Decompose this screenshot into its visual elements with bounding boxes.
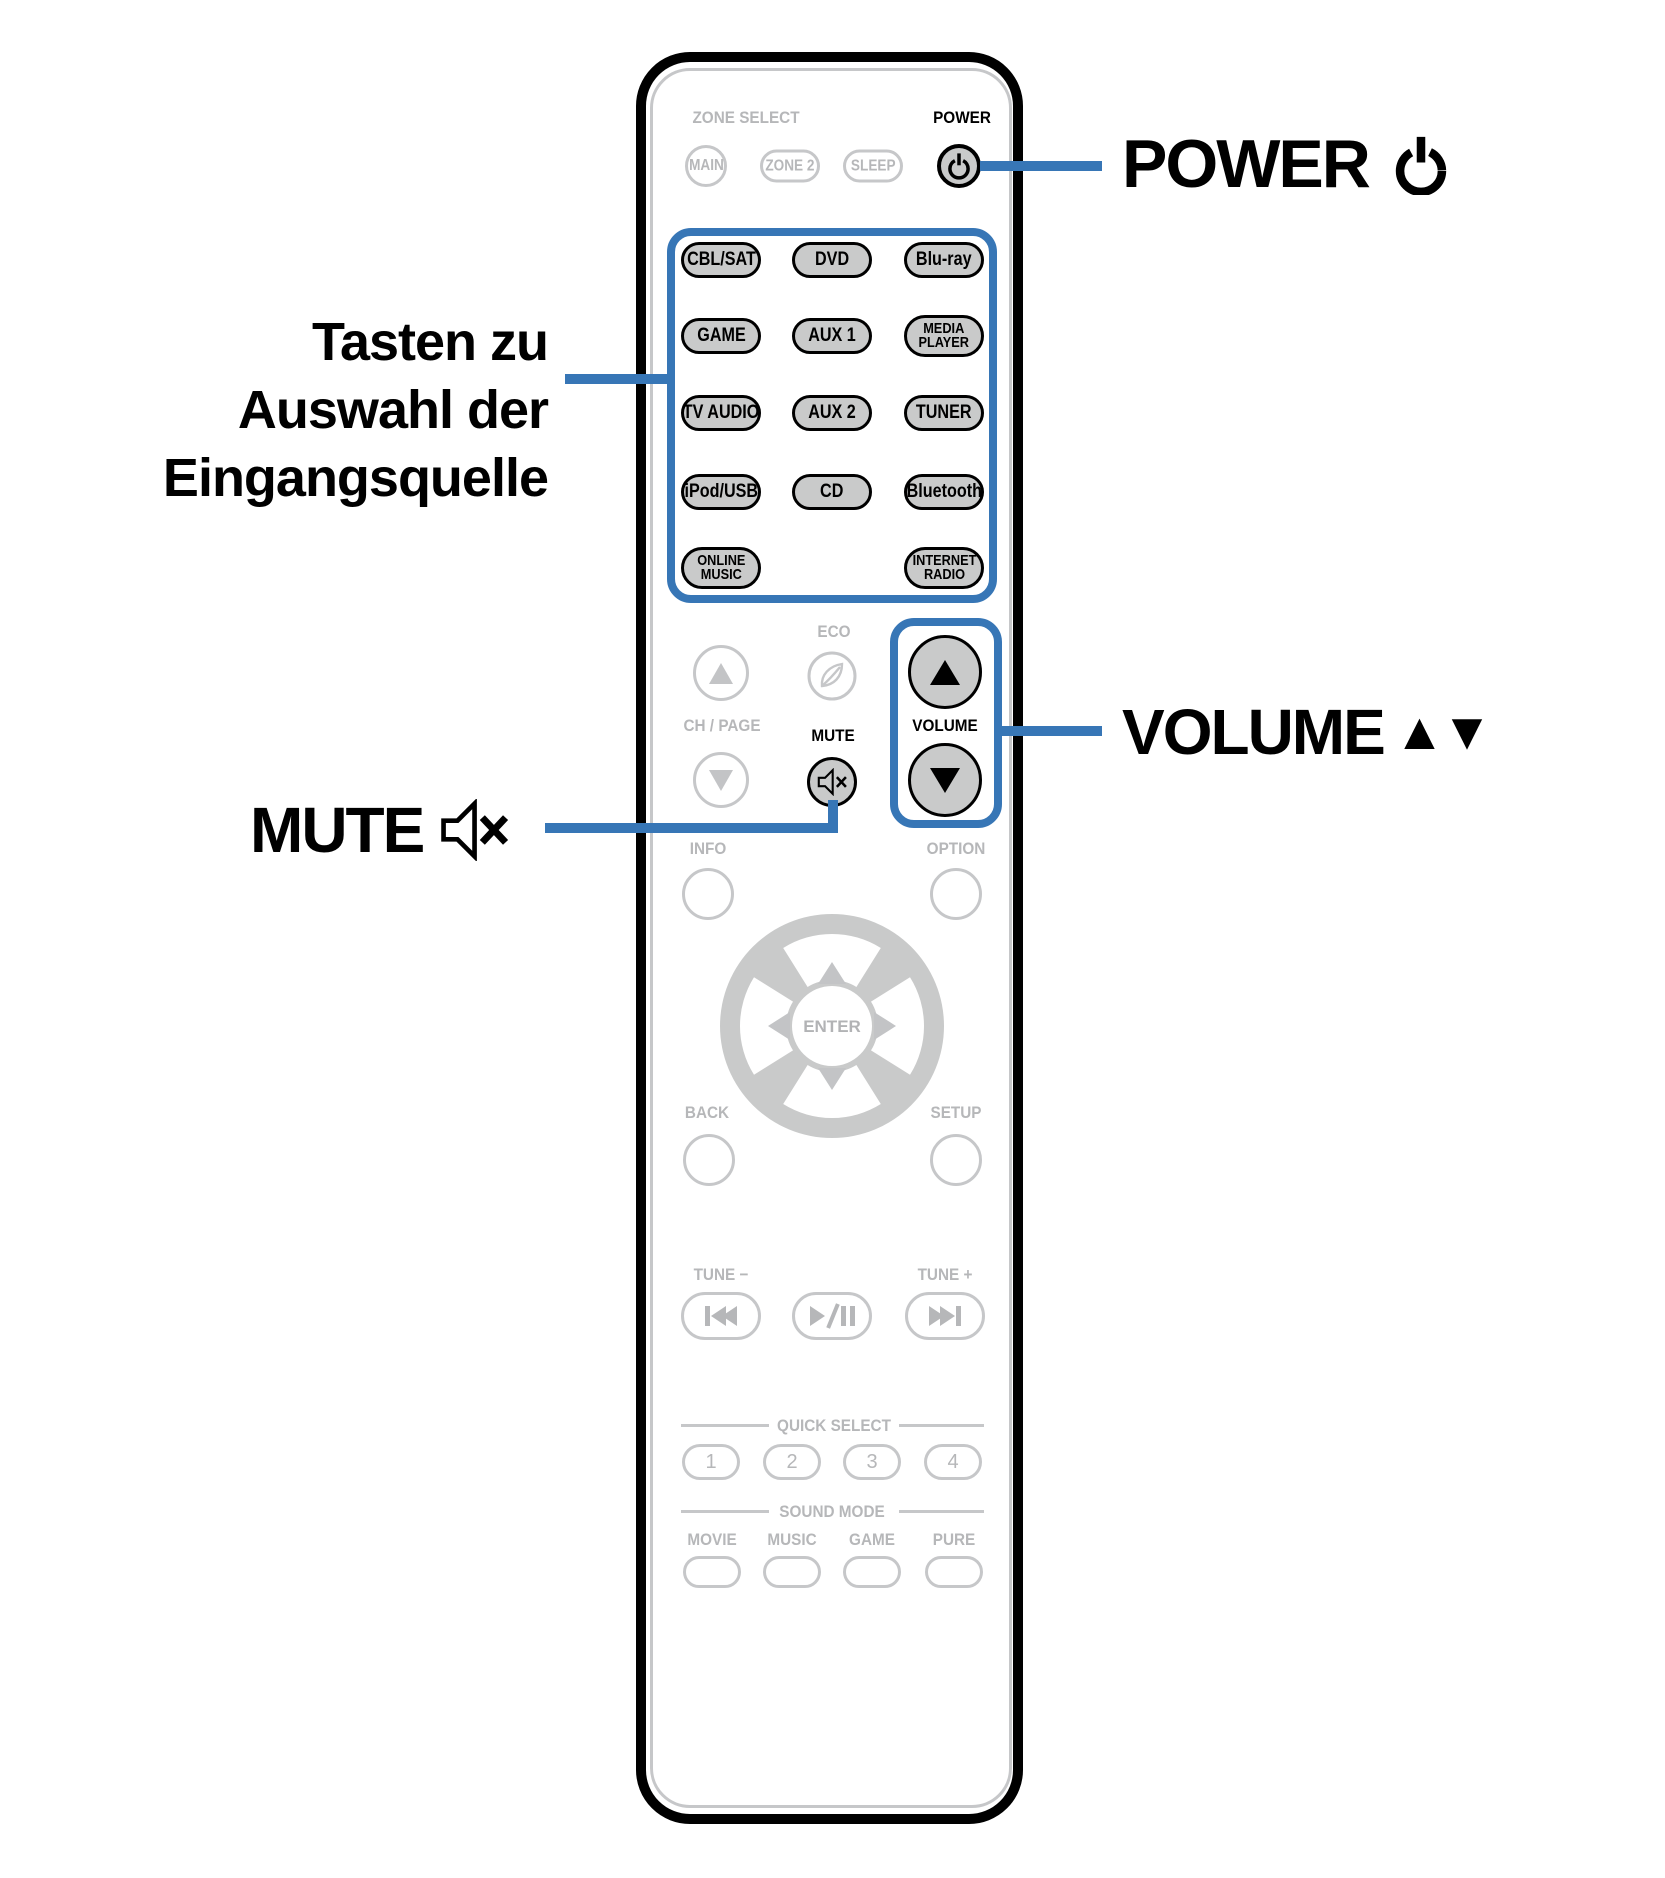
quick-select-rule-left (681, 1424, 769, 1427)
input-internet-radio-label: INTERNET RADIO (912, 552, 976, 583)
mute-callout-line-horizontal (545, 823, 838, 833)
volume-callout-label: VOLUME (1122, 696, 1384, 768)
input-aux2-label: AUX 2 (808, 402, 856, 423)
setup-button[interactable] (930, 1134, 982, 1186)
input-online-music-label: ONLINE MUSIC (696, 552, 746, 583)
eco-label: ECO (817, 622, 851, 641)
volume-down-button[interactable] (908, 743, 982, 817)
quick-select-label: QUICK SELECT (777, 1416, 891, 1435)
input-media-player-label: MEDIA PLAYER (918, 320, 970, 351)
volume-button-label: VOLUME (912, 716, 978, 735)
pure-label: PURE (932, 1530, 976, 1549)
power-callout-icon (1393, 133, 1449, 195)
input-selection-callout-line (565, 374, 669, 384)
input-tuner-label: TUNER (916, 402, 972, 423)
quick-select-3-button[interactable] (843, 1444, 901, 1480)
power-callout-label: POWER (1122, 126, 1369, 202)
zone2-button-label: ZONE 2 (765, 157, 815, 174)
setup-label: SETUP (930, 1103, 982, 1122)
input-ipod-usb-button[interactable] (681, 474, 761, 510)
input-cd-label: CD (820, 481, 844, 502)
game-label: GAME (849, 1530, 895, 1549)
quick-select-1-label: 1 (705, 1450, 717, 1473)
input-dvd-label: DVD (814, 249, 850, 270)
mute-callout (250, 790, 509, 870)
play-pause-icon (810, 1303, 855, 1329)
quick-select-4-button[interactable] (924, 1444, 982, 1480)
volume-down-triangle-icon (930, 768, 960, 793)
volume-callout-up-icon: ▲ (1393, 703, 1442, 761)
music-button[interactable] (763, 1556, 821, 1588)
eco-button[interactable] (807, 651, 857, 701)
input-online-music-button[interactable] (681, 547, 761, 589)
zone2-button[interactable] (760, 150, 820, 183)
input-selection-line3: Eingangsquelle (162, 448, 548, 508)
pure-button[interactable] (925, 1556, 983, 1588)
mute-icon (816, 768, 848, 796)
input-ipod-usb-label: iPod/USB (684, 481, 758, 502)
channel-page-down-button[interactable] (693, 752, 749, 808)
option-label: OPTION (926, 839, 986, 858)
skip-back-icon (705, 1306, 737, 1326)
skip-forward-button[interactable] (905, 1292, 985, 1340)
input-tuner-button[interactable] (904, 395, 984, 431)
volume-callout-down-icon: ▼ (1441, 703, 1489, 761)
volume-callout-line (996, 726, 1102, 736)
quick-select-1-button[interactable] (682, 1444, 740, 1480)
input-cd-button[interactable] (792, 474, 872, 510)
movie-button[interactable] (683, 1556, 741, 1588)
power-button[interactable] (937, 144, 981, 188)
mute-callout-label: MUTE (250, 794, 424, 866)
input-aux2-button[interactable] (792, 395, 872, 431)
channel-page-up-button[interactable] (693, 645, 749, 701)
skip-back-button[interactable] (681, 1292, 761, 1340)
quick-select-2-label: 2 (786, 1450, 798, 1473)
power-icon (946, 152, 972, 180)
sleep-button[interactable] (843, 150, 903, 183)
power-callout (1122, 118, 1449, 210)
input-dvd-button[interactable] (792, 242, 872, 278)
back-button[interactable] (683, 1134, 735, 1186)
quick-select-2-button[interactable] (763, 1444, 821, 1480)
tune-plus-label: TUNE + (917, 1265, 973, 1284)
input-internet-radio-button[interactable] (904, 547, 984, 589)
mute-button-label: MUTE (811, 726, 855, 745)
mute-callout-icon (437, 799, 509, 861)
main-button[interactable] (685, 145, 727, 187)
input-selection-callout (163, 308, 548, 512)
remote-control (636, 52, 1023, 1824)
quick-select-3-label: 3 (866, 1450, 878, 1473)
skip-forward-icon (929, 1306, 961, 1326)
sound-mode-rule-right (899, 1510, 984, 1513)
info-label: INFO (689, 839, 727, 858)
enter-button-label: ENTER (803, 1017, 861, 1036)
input-bluetooth-button[interactable] (904, 474, 984, 510)
tune-minus-label: TUNE − (693, 1265, 749, 1284)
input-selection-line1: Tasten zu (311, 312, 548, 372)
power-button-label: POWER (933, 108, 991, 127)
down-triangle-icon (709, 770, 733, 791)
input-cbl-sat-label: CBL/SAT (686, 249, 756, 270)
input-bluray-button[interactable] (904, 242, 984, 278)
main-button-label: MAIN (688, 157, 724, 174)
mute-callout-line-vertical (828, 800, 838, 833)
input-tv-audio-button[interactable] (681, 395, 761, 431)
volume-up-triangle-icon (930, 660, 960, 685)
play-pause-button[interactable] (792, 1292, 872, 1340)
direction-pad[interactable] (712, 906, 952, 1146)
volume-callout (1122, 688, 1489, 776)
input-game-label: GAME (696, 325, 746, 346)
input-media-player-button[interactable] (904, 315, 984, 357)
game-button[interactable] (843, 1556, 901, 1588)
input-aux1-button[interactable] (792, 318, 872, 354)
input-bluray-label: Blu-ray (916, 249, 972, 270)
sleep-button-label: SLEEP (850, 157, 896, 174)
leaf-icon (807, 651, 857, 701)
movie-label: MOVIE (687, 1530, 737, 1549)
quick-select-4-label: 4 (947, 1450, 959, 1473)
zone-select-label: ZONE SELECT (692, 108, 800, 127)
input-bluetooth-label: Bluetooth (906, 481, 982, 502)
power-callout-line (980, 161, 1102, 171)
sound-mode-label: SOUND MODE (779, 1502, 885, 1521)
input-aux1-label: AUX 1 (808, 325, 856, 346)
up-triangle-icon (709, 663, 733, 684)
input-cbl-sat-button[interactable] (681, 242, 761, 278)
volume-up-down-icons (1394, 702, 1489, 762)
volume-up-button[interactable] (908, 635, 982, 709)
input-tv-audio-label: TV AUDIO (682, 402, 760, 423)
back-label: BACK (684, 1103, 730, 1122)
input-selection-line2: Auswahl der (237, 380, 548, 440)
sound-mode-rule-left (681, 1510, 769, 1513)
music-label: MUSIC (767, 1530, 817, 1549)
channel-page-label: CH / PAGE (683, 716, 761, 735)
quick-select-rule-right (899, 1424, 984, 1427)
input-game-button[interactable] (681, 318, 761, 354)
